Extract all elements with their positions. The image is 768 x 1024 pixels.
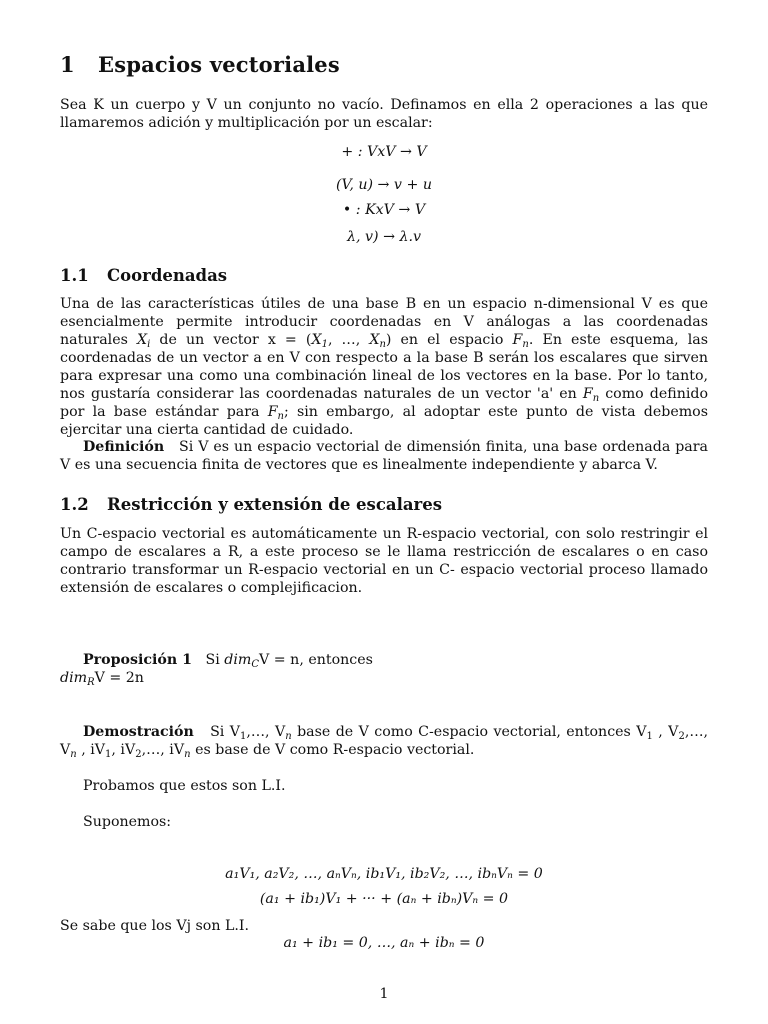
subsection-title: Restricción y extensión de escalares xyxy=(107,495,443,514)
subsection-number: 1.1 xyxy=(60,266,89,285)
equation-scalar-mult: • : KxV → V xyxy=(342,202,426,218)
probamos-line: Probamos que estos son L.I. xyxy=(83,778,286,794)
equation-addition-map: (V, u) → v + u xyxy=(336,177,432,193)
demonstration-paragraph: Demostración Si $V_1,\dots$, $V_n$ base de V como C-espacio vectorial, entonces $V_1$ , $V_2,\dots$, $V_n$ , $iV_1$, $iV_2,\dots$, $iV_n$ es base de V como R-espacio vectorial. xyxy=(60,724,709,760)
intro-paragraph: Sea K un cuerpo y V un conjunto no vacío. Definamos en ella 2 operaciones a las que llamaremos adición y multiplicación por un escalar: xyxy=(60,97,708,131)
definition-label: Definición xyxy=(83,439,165,455)
suponemos-line: Suponemos: xyxy=(83,814,172,830)
equation-grouped-sum: (a₁ + ib₁)V₁ + ··· + (aₙ + ibₙ)Vₙ = 0 xyxy=(259,891,509,907)
equation-linear-combination: a₁V₁, a₂V₂, …, aₙVₙ, ib₁V₁, ib₂V₂, …, ibₙVₙ = 0 xyxy=(225,866,543,882)
proposition-label: Proposición 1 xyxy=(83,652,192,668)
section-heading xyxy=(60,52,340,77)
equation-addition: + : VxV → V xyxy=(341,144,427,160)
se-sabe-line: Se sabe que los Vj son L.I. xyxy=(60,918,250,934)
section-number: 1 xyxy=(60,52,75,77)
section-title: Espacios vectoriales xyxy=(98,52,340,77)
proposition-paragraph: Proposición 1 Si dim$_C$V = n, entonces xyxy=(83,652,373,670)
subsection-title: Coordenadas xyxy=(107,266,228,285)
equation-coefficients-zero: a₁ + ib₁ = 0, …, aₙ + ibₙ = 0 xyxy=(283,935,485,951)
restriccion-paragraph: Un C-espacio vectorial es automáticamente un R-espacio vectorial, con solo restringir el campo de escalares a R, a este proceso se le llama restricción de escalares o en caso contrario transformar un R-espacio vectorial en un C- espacio vectorial proceso llamado extensión de escalares o complejificacion. xyxy=(60,526,708,596)
coordenadas-paragraph: Una de las características útiles de una base B en un espacio n-dimensional V es que esencialmente permite introducir coordenadas en V análogas a las coordenadas naturales $X_i$ de un vector $x = (X_1$, …, $X_n$) en el espacio $F_n$. En este esquema, las coordenadas de un vector a en V con respecto a la base B serán los escalares que sirven para expresar una como una combinación lineal de los vectores en la base. Por lo tanto, nos gustaría considerar las coordenadas naturales de un vector 'a' en $F_n$ como definido por la base estándar para $F_n$; sin embargo, al adoptar este punto de vista debemos ejercitar una cierta cantidad de cuidado. xyxy=(60,296,709,438)
page-number: 1 xyxy=(379,986,389,1002)
subsection-number: 1.2 xyxy=(60,495,89,514)
subsection-heading-coordenadas xyxy=(60,267,227,285)
subsection-heading-restriccion xyxy=(60,496,442,514)
proposition-continuation: dim$_R$V = 2n xyxy=(60,670,144,688)
definition-paragraph: Definición Si V es un espacio vectorial de dimensión finita, una base ordenada para V es una secuencia finita de vectores que es linealmente independiente y abarca V. xyxy=(60,439,709,473)
demonstration-label: Demostración xyxy=(83,724,194,740)
equation-scalar-map: λ, v) → λ.v xyxy=(347,229,421,245)
